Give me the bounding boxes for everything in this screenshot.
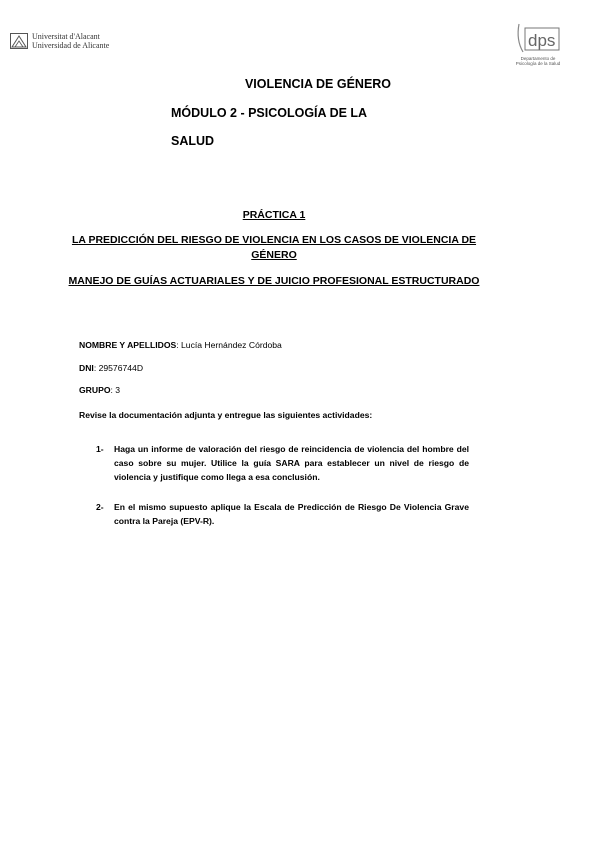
student-group-label: GRUPO — [79, 385, 111, 395]
student-dni-label: DNI — [79, 363, 94, 373]
activity-number: 2- — [96, 502, 104, 512]
university-name-spanish: Universidad de Alicante — [32, 41, 110, 50]
practice-subtitle-secondary: MANEJO DE GUÍAS ACTUARIALES Y DE JUICIO PROFESIONAL ESTRUCTURADO — [68, 275, 480, 287]
activity-text: En el mismo supuesto aplique la Escala de Predicción de Riesgo De Violencia Grave contra la Pareja (EPV-R). — [114, 502, 469, 526]
university-logo — [10, 30, 109, 52]
department-logo — [507, 22, 563, 70]
student-group-field — [79, 385, 120, 395]
university-name-valencian: Universitat d'Alacant — [32, 32, 100, 41]
student-name-value: : Lucía Hernández Córdoba — [176, 340, 282, 350]
department-caption-line1: Departamento de — [520, 56, 556, 61]
course-title: VIOLENCIA DE GÉNERO — [244, 77, 392, 91]
department-caption-line2: Psicología de la Salud — [515, 61, 561, 66]
student-group-value: : 3 — [110, 385, 121, 395]
student-dni-value: : 29576744D — [93, 363, 144, 373]
student-name-field — [79, 340, 282, 350]
activity-text: Haga un informe de valoración del riesgo de reincidencia de violencia del hombre del caso sobre su mujer. Utilice la guía SARA para establecer un nivel de riesgo de violencia y justifique como llega a esa conclusión. — [114, 444, 469, 482]
dps-logo-text: dps — [528, 31, 556, 50]
module-title: MÓDULO 2 - PSICOLOGÍA DE LA — [171, 106, 368, 120]
practice-label: PRÁCTICA 1 — [242, 209, 306, 221]
student-name-label: NOMBRE Y APELLIDOS — [79, 340, 177, 350]
dps-logo-icon — [515, 22, 563, 56]
instructions-text: Revise la documentación adjunta y entregue las siguientes actividades: — [79, 410, 373, 420]
module-title-continuation: SALUD — [171, 134, 215, 148]
student-dni-field — [79, 363, 143, 373]
university-emblem-icon — [10, 33, 28, 49]
activity-number: 1- — [96, 444, 104, 454]
practice-subtitle: LA PREDICCIÓN DEL RIESGO DE VIOLENCIA EN LOS CASOS DE VIOLENCIA DE GÉNERO — [71, 234, 477, 261]
